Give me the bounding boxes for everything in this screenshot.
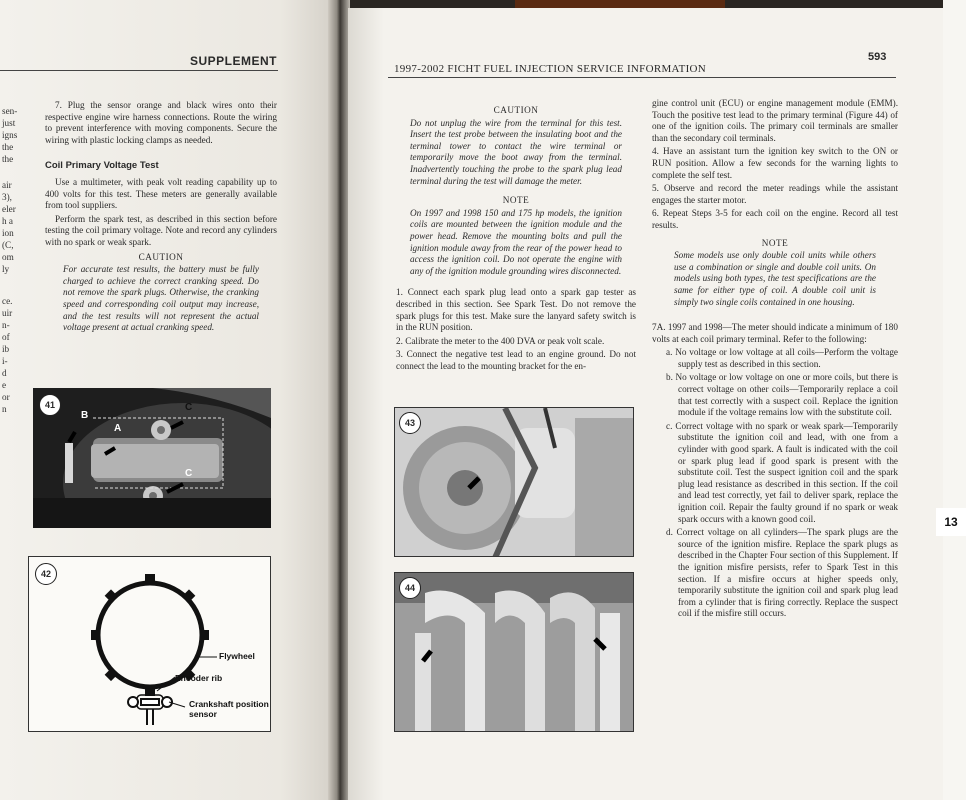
step-7: 7. Plug the sensor orange and black wires onto their respective engine wire harness connections. Route the wiring to prevent interference with moving components. Secure the wiring with plastic locking clamps as needed. xyxy=(45,100,277,145)
label-flywheel: Flywheel xyxy=(219,651,255,661)
figure-43-photo xyxy=(395,408,634,557)
paragraph-1: Use a multimeter, with peak volt reading capability up to 400 volts for this test. These meters are generally available from tool suppliers. xyxy=(45,176,277,211)
margin-fragment: the xyxy=(2,142,14,152)
note-2-text: Some models use only double coil units while others use a combination or single and double coil units. On models using both types, the test specifications are the same for either type of coil. A double coil unit is simply two single coils contained in one housing. xyxy=(674,250,876,307)
step-5: 5. Observe and record the meter readings while the assistant engages the starter motor. xyxy=(652,183,898,205)
adjacent-page-edge xyxy=(943,0,966,800)
margin-fragment: n xyxy=(2,404,7,414)
margin-fragment: ib xyxy=(2,344,10,354)
figure-number: 41 xyxy=(39,394,61,416)
step-7a: 7A. 1997 and 1998—The meter should indicate a minimum of 180 volts at each coil primary terminal. Refer to the following: xyxy=(652,322,898,344)
margin-fragment: (C, xyxy=(2,240,14,250)
figure-number: 42 xyxy=(35,563,57,585)
callout-b: B xyxy=(81,410,89,421)
label-crankshaft-sensor: Crankshaft position sensor xyxy=(189,699,269,719)
margin-fragment: or xyxy=(2,392,10,402)
margin-fragment: ce. xyxy=(2,296,13,306)
paragraph-2: Perform the spark test, as described in this section before testing the coil primary voltage. Note and record any cylinders with no spark or weak spark. xyxy=(45,213,277,247)
right-column-2 xyxy=(652,98,898,622)
column-2-intro: gine control unit (ECU) or engine management module (EMM). Touch the positive test lead to the primary terminal (Figure 44) of one of the ignition coils. The primary coil terminals are smaller than the secondary coil terminals. xyxy=(652,98,898,143)
margin-fragment: 3), xyxy=(2,192,12,202)
left-text-column xyxy=(45,100,277,336)
figure-41 xyxy=(33,388,271,528)
label-encoder-rib: Encoder rib xyxy=(175,673,223,683)
sub-step-c: c. Correct voltage with no spark or weak spark—Temporarily substitute the ignition coil and lead, with one from a cylinder with good spark. A fault is indicated with the coil or spark plug lead if good spark is present with the substitute coil. Test the suspect ignition coil and the spark plug lead resistance as described in this section. If the coil and lead test correctly, yet fail to deliver spark, replace the ignition coil. Repair the faulty ground if no spark or weak spark occurs with a known good coil. xyxy=(666,420,898,524)
margin-fragment: i- xyxy=(2,356,8,366)
caution-title: CAUTION xyxy=(493,105,539,115)
right-column-1 xyxy=(396,102,636,374)
step-2: 2. Calibrate the meter to the 400 DVA or peak volt scale. xyxy=(396,335,605,346)
right-page xyxy=(348,8,943,800)
sub-step-b: b. No voltage or low voltage on one or more coils, but there is correct voltage on other coils—Temporarily replace a coil that test correctly with a suspect coil. Replace the ignition module if the voltage remains low with the substitute coil. xyxy=(666,372,898,418)
book-gutter xyxy=(328,0,350,800)
sub-step-d: d. Correct voltage on all cylinders—The spark plugs are the source of the ignition misfire. Replace the spark plugs as described in the Chapter Four section of this Supplement. If the ignition misfire persists, refer to Spark Test in this section. If a misfire occurs at higher speeds only, temporarily substitute the ignition coil and spark plug lead from a cylinder that is firing correctly. Replace the suspect coil if the misfire still occurs. xyxy=(666,527,898,619)
callout-c-bottom: C xyxy=(185,468,193,479)
figure-44 xyxy=(394,572,634,732)
right-page-header: 1997-2002 FICHT FUEL INJECTION SERVICE INFORMATION xyxy=(394,63,707,75)
margin-fragment: of xyxy=(2,332,10,342)
margin-fragment: sen- xyxy=(2,106,18,116)
margin-fragment: h a xyxy=(2,216,13,226)
figure-number: 44 xyxy=(399,577,421,599)
figure-number: 43 xyxy=(399,412,421,434)
left-page-header: SUPPLEMENT xyxy=(190,54,278,68)
margin-fragment: eler xyxy=(2,204,16,214)
margin-fragment: ion xyxy=(2,228,14,238)
step-6: 6. Repeat Steps 3-5 for each coil on the engine. Record all test results. xyxy=(652,208,898,230)
step-3: 3. Connect the negative test lead to an engine ground. Do not connect the lead to the mounting bracket for the en- xyxy=(396,349,636,371)
header-rule xyxy=(0,70,278,71)
page-number: 593 xyxy=(868,51,887,63)
note-2-title: NOTE xyxy=(761,237,789,248)
note-text: On 1997 and 1998 150 and 175 hp models, the ignition coils are mounted between the ignition module and the power head. Remove the mounting bolts and pull the ignition module away from the rear of the power head to access the ignition coil. Do not operate the engine with any of the ignition module grounding wires disconnected. xyxy=(410,207,622,276)
callout-c-top: C xyxy=(185,402,193,413)
margin-fragment: d xyxy=(2,368,7,378)
chapter-tab: 13 xyxy=(936,508,966,536)
figure-43 xyxy=(394,407,634,557)
sub-step-a: a. No voltage or low voltage at all coils—Perform the voltage supply test as described in this section. xyxy=(666,347,898,369)
callout-a: A xyxy=(114,423,122,434)
step-1: 1. Connect each spark plug lead onto a spark gap tester as described in this section. See Spark Test. Do not remove the spark plugs for this test. Make sure the lanyard safety switch is in the RUN position. xyxy=(396,287,636,333)
figure-42 xyxy=(28,556,271,732)
margin-fragment: air xyxy=(2,180,12,190)
margin-fragment: om xyxy=(2,252,14,262)
caution-title: CAUTION xyxy=(138,251,184,262)
left-page xyxy=(0,0,330,800)
caution-text: For accurate test results, the battery must be fully charged to achieve the correct cranking speed. Do not remove the spark plugs. Otherwise, the cranking speed and corresponding coil output may increase, and the test results will not represent the actual voltage present at actual cranking speed. xyxy=(63,264,259,333)
section-title: Coil Primary Voltage Test xyxy=(45,160,159,172)
margin-fragment: n- xyxy=(2,320,10,330)
figure-44-photo xyxy=(395,573,634,732)
header-rule xyxy=(388,77,896,78)
caution-text: Do not unplug the wire from the terminal for this test. Insert the test probe between the insulating boot and the terminal tower to contact the wire terminal or temporarily move the boot away from the terminal. Inadvertently touching the probe to the spark plug lead terminal during the test will damage the meter. xyxy=(410,117,622,186)
margin-fragment: ly xyxy=(2,264,10,274)
note-title: NOTE xyxy=(502,195,530,206)
figure-41-photo xyxy=(33,388,271,528)
margin-fragment: uir xyxy=(2,308,13,318)
margin-fragment: igns xyxy=(2,130,18,140)
margin-fragment: the xyxy=(2,154,14,164)
margin-fragment: e xyxy=(2,380,7,390)
step-4: 4. Have an assistant turn the ignition key switch to the ON or RUN position. Allow a few seconds for the warning lights to complete the self test. xyxy=(652,146,898,180)
margin-fragment: just xyxy=(2,118,16,128)
